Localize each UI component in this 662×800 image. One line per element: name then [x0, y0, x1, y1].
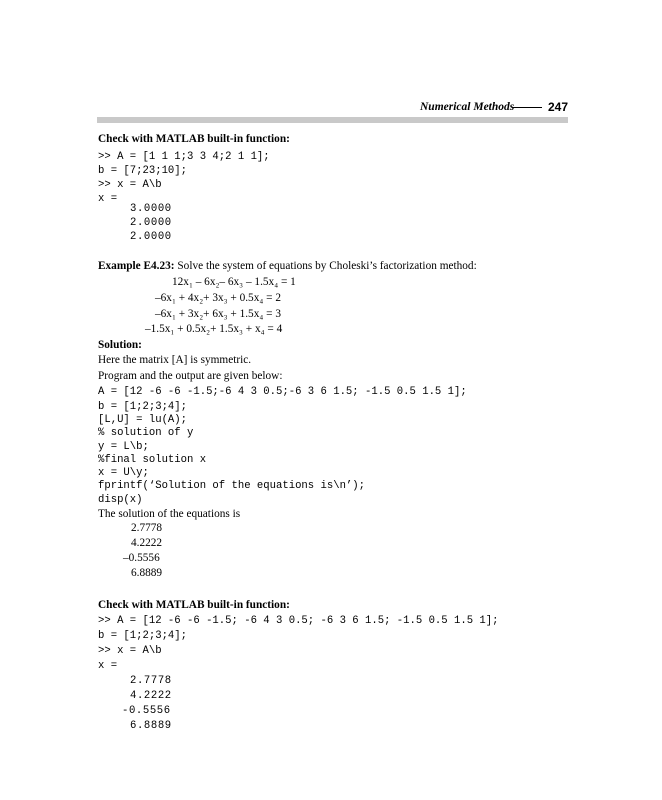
example-label: Example E4.23:	[98, 260, 175, 272]
code-line: fprintf(‘Solution of the equations is\n’);	[98, 480, 366, 492]
code-line: x =	[98, 660, 118, 672]
result-value: 4.2222	[131, 537, 163, 549]
code-line: disp(x)	[98, 494, 143, 506]
output-value: 4.2222	[130, 690, 172, 702]
example-statement	[98, 260, 477, 273]
output-value: 3.0000	[130, 203, 172, 215]
equation: –6x₁ + 4x₂+ 3x₃ + 0.5x₄ = 2	[155, 292, 281, 304]
solution-text: Here the matrix [A] is symmetric.	[98, 354, 252, 366]
result-value: 2.7778	[131, 522, 163, 534]
result-value: 6.8889	[131, 567, 163, 579]
running-header-title: Numerical Methods	[420, 101, 515, 113]
equation: 12x₁ – 6x₂– 6x₃ – 1.5x₄ = 1	[172, 276, 296, 288]
code-line: b = [1;2;3;4];	[98, 630, 188, 642]
page-number: 247	[548, 100, 569, 114]
code-line: y = L\b;	[98, 441, 149, 453]
equation: –6x₁ + 3x₂+ 6x₃ + 1.5x₄ = 3	[155, 308, 281, 320]
example-text: Solve the system of equations by Choleski’s factorization method:	[174, 260, 477, 272]
code-line: x =	[98, 193, 118, 205]
code-line: b = [1;2;3;4];	[98, 401, 188, 413]
equation: –1.5x₁ + 0.5x₂+ 1.5x₃ + x₄ = 4	[145, 323, 283, 335]
code-line: >> x = A\b	[98, 179, 162, 191]
check-heading: Check with MATLAB built-in function:	[98, 133, 290, 145]
code-line: % solution of y	[98, 427, 194, 439]
result-text: The solution of the equations is	[98, 508, 241, 520]
solution-text: Program and the output are given below:	[98, 370, 283, 382]
code-line: %final solution x	[98, 454, 207, 466]
code-line: x = U\y;	[98, 467, 149, 479]
code-line: >> x = A\b	[98, 645, 162, 657]
code-line: A = [12 -6 -6 -1.5;-6 4 3 0.5;-6 3 6 1.5; -1.5 0.5 1.5 1];	[98, 386, 467, 398]
output-value: 2.0000	[130, 231, 172, 243]
output-value: -0.5556	[122, 705, 171, 717]
output-value: 6.8889	[130, 720, 172, 732]
result-value: –0.5556	[123, 552, 160, 564]
code-line: [L,U] = lu(A);	[98, 414, 188, 426]
code-line: b = [7;23;10];	[98, 165, 188, 177]
code-line: >> A = [12 -6 -6 -1.5; -6 4 3 0.5; -6 3 6 1.5; -1.5 0.5 1.5 1];	[98, 615, 499, 627]
check-heading: Check with MATLAB built-in function:	[98, 599, 290, 611]
solution-heading: Solution:	[98, 339, 142, 351]
output-value: 2.7778	[130, 675, 172, 687]
header-dash	[512, 107, 542, 108]
code-line: >> A = [1 1 1;3 3 4;2 1 1];	[98, 151, 270, 163]
header-rule	[97, 117, 568, 123]
output-value: 2.0000	[130, 217, 172, 229]
